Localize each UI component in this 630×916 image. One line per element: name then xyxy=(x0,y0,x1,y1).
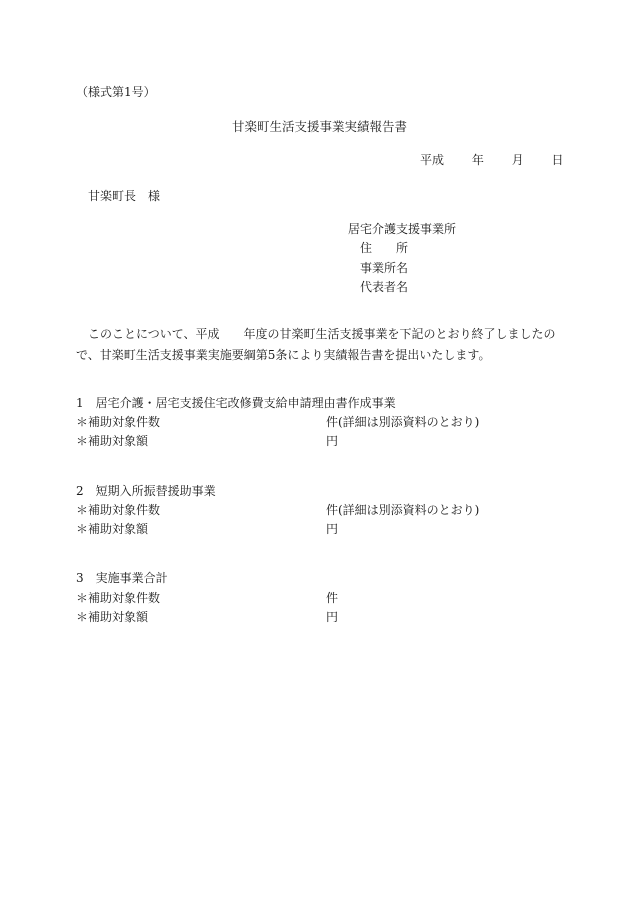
section-1-count-value: 件(詳細は別添資料のとおり) xyxy=(326,415,480,429)
body-text-line-2: で、甘楽町生活支援事業実施要綱第5条により実績報告書を提出いたします。 xyxy=(76,348,491,362)
sender-representative-label: 代表者名 xyxy=(360,280,409,294)
section-1-heading: 1 居宅介護・居宅支援住宅改修費支給申請理由書作成事業 xyxy=(76,396,396,410)
sender-address-label: 住 所 xyxy=(360,241,409,255)
sender-organization: 居宅介護支援事業所 xyxy=(348,222,457,236)
addressee: 甘楽町長 様 xyxy=(88,189,161,203)
body-text-line-1: このことについて、平成 年度の甘楽町生活支援事業を下記のとおり終了しましたの xyxy=(88,327,556,341)
section-1-count-label: ＊補助対象件数 xyxy=(76,415,161,429)
date-month-label: 月 xyxy=(511,153,524,167)
section-2-count-label: ＊補助対象件数 xyxy=(76,503,161,517)
section-2-heading: 2 短期入所振替援助事業 xyxy=(76,484,216,498)
section-3-count-value: 件 xyxy=(326,591,339,605)
form-number: （様式第1号） xyxy=(76,85,156,99)
section-2-amount-value: 円 xyxy=(326,522,339,536)
sender-office-name-label: 事業所名 xyxy=(360,261,409,275)
section-3-heading: 3 実施事業合計 xyxy=(76,571,168,585)
date-day-label: 日 xyxy=(551,153,564,167)
date-year-label: 年 xyxy=(471,153,484,167)
section-2-count-value: 件(詳細は別添資料のとおり) xyxy=(326,503,480,517)
section-3-amount-value: 円 xyxy=(326,610,339,624)
section-2-amount-label: ＊補助対象額 xyxy=(76,522,149,536)
date-line xyxy=(420,154,564,166)
section-3-amount-label: ＊補助対象額 xyxy=(76,610,149,624)
date-era: 平成 xyxy=(420,153,445,167)
section-1-amount-label: ＊補助対象額 xyxy=(76,434,149,448)
section-3-count-label: ＊補助対象件数 xyxy=(76,591,161,605)
section-1-amount-value: 円 xyxy=(326,434,339,448)
document-title: 甘楽町生活支援事業実績報告書 xyxy=(232,119,408,134)
